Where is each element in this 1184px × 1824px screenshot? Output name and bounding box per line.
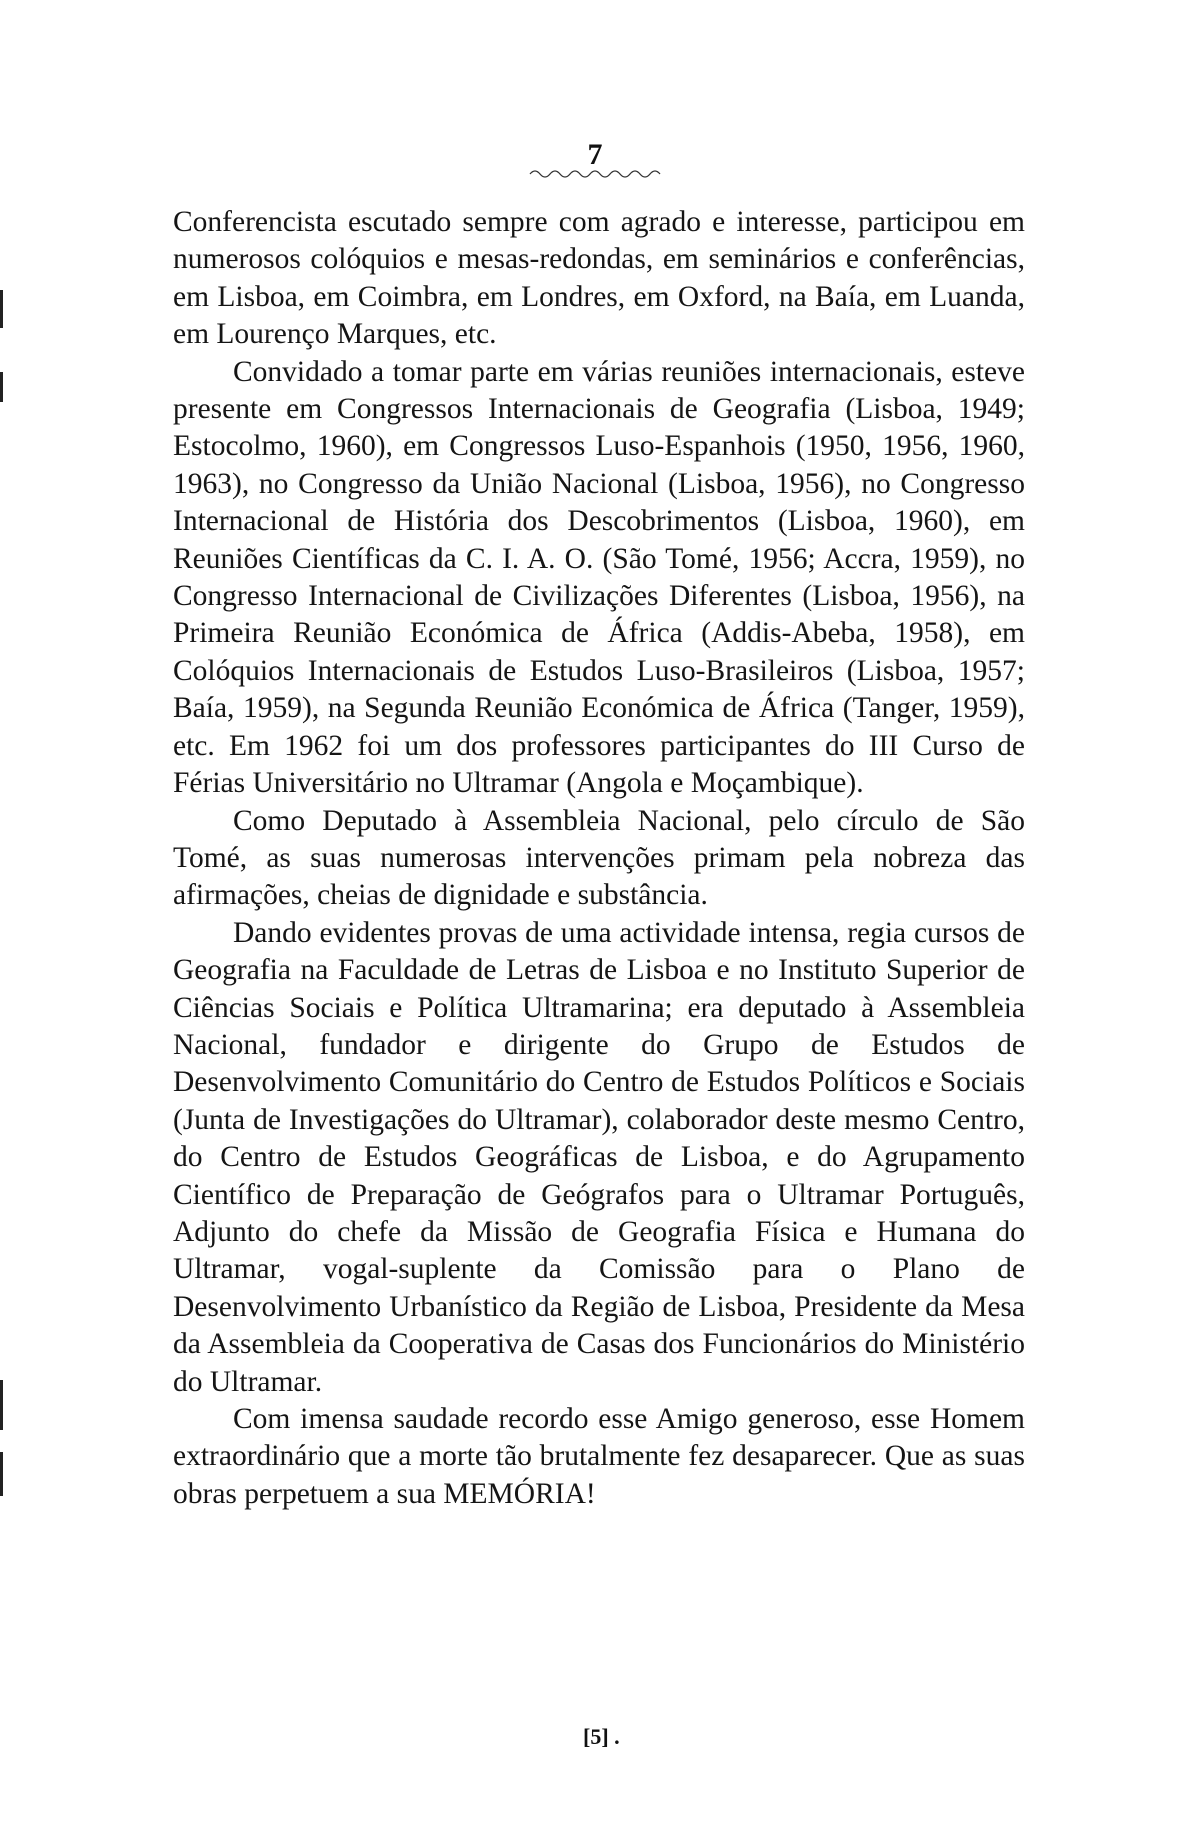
paragraph: Como Deputado à Assembleia Nacional, pelo círculo de São Tomé, as suas numerosas intervenções primam pela nobreza das afirmações, cheias de dignidade e substância.: [173, 804, 1025, 912]
paragraph: Convidado a tomar parte em várias reuniões internacionais, esteve presente em Congressos Internacionais de Geografia (Lisboa, 1949; Estocolmo, 1960), em Congressos Luso-Espanhois (1950, 1956, 1960, 1963), no Congresso da União Nacional (Lisboa, 1956), no Congresso Internacional de História dos Descobrimentos (Lisboa, 1960), em Reuniões Científicas da C. I. A. O. (São Tomé, 1956; Accra, 1959), no Congresso Internacional de Civilizações Diferentes (Lisboa, 1956), na Primeira Reunião Económica de África (Addis-Abeba, 1958), em Colóquios Internacionais de Estudos Luso-Brasileiros (Lisboa, 1957; Baía, 1959), na Segunda Reunião Económica de África (Tanger, 1959), etc. Em 1962 foi um dos professores participantes do III Curso de Férias Universitário no Ultramar (Angola e Moçambique).: [173, 355, 1025, 800]
paragraph: Conferencista escutado sempre com agrado e interesse, participou em numerosos colóquios e mesas-redondas, em seminários e conferências, em Lisboa, em Coimbra, em Londres, em Oxford, na Baía, em Luanda, em Lourenço Marques, etc.: [173, 206, 1025, 351]
paragraph: Com imensa saudade recordo esse Amigo generoso, esse Homem extraordinário que a morte tão brutalmente fez desaparecer. Que as suas obras perpetuem a sua MEMÓRIA!: [173, 1403, 1025, 1510]
page-number: 7: [587, 138, 603, 171]
scan-edge-mark: [0, 372, 3, 402]
scan-edge-mark: [0, 1380, 3, 1430]
scan-edge-mark: [0, 1452, 3, 1496]
wavy-underline-ornament: [528, 166, 668, 178]
scan-edge-mark: [0, 290, 3, 328]
footer-signature-mark: [5] .: [583, 1724, 620, 1749]
paragraph: Dando evidentes provas de uma actividade intensa, regia cursos de Geografia na Faculdade de Letras de Lisboa e no Instituto Superior de Ciências Sociais e Política Ultramarina; era deputado à Assembleia Nacional, fundador e dirigente do Grupo de Estudos de Desenvolvimento Comunitário do Centro de Estudos Políticos e Sociais (Junta de Investigações do Ultramar), colaborador deste mesmo Centro, do Centro de Estudos Geográficas de Lisboa, e do Agrupamento Científico de Preparação de Geógrafos para o Ultramar Português, Adjunto do chefe da Missão de Geografia Física e Humana do Ultramar, vogal-suplente da Comissão para o Plano de Desenvolvimento Urbanístico da Região de Lisboa, Presidente da Mesa da Assembleia da Cooperativa de Casas dos Funcionários do Ministério do Ultramar.: [173, 916, 1025, 1398]
article-body: [173, 204, 1025, 1513]
